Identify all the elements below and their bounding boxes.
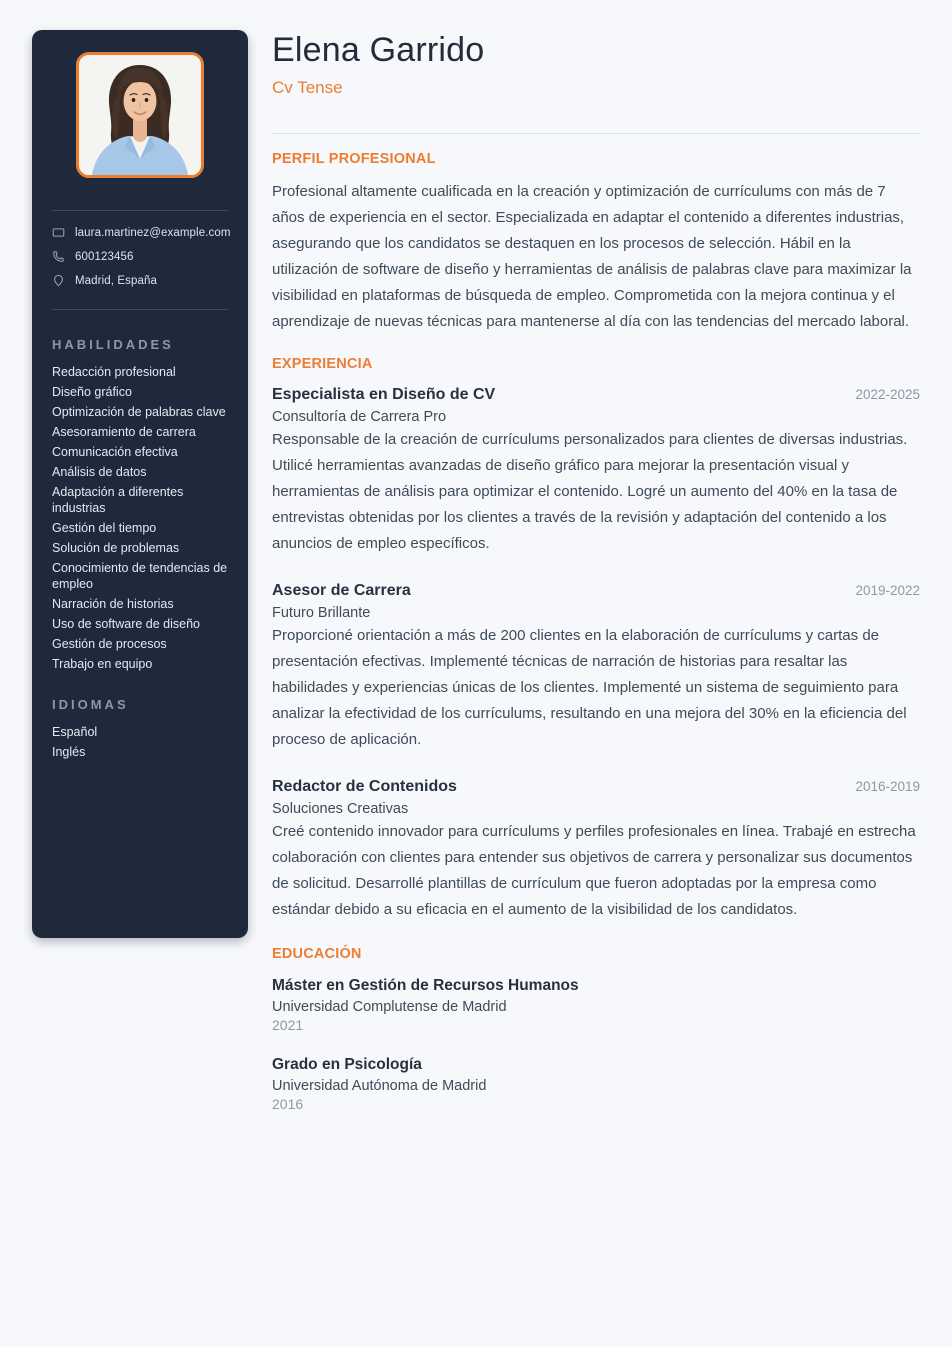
education-section-header: EDUCACIÓN — [272, 946, 362, 962]
job-company: Futuro Brillante — [272, 605, 371, 621]
education-year: 2016 — [272, 1096, 304, 1112]
skill-item: Gestión del tiempo — [52, 521, 157, 535]
person-role: Cv Tense — [272, 78, 343, 97]
job-description: Responsable de la creación de currículums personalizados para clientes de diversas industrias. Utilicé herramientas avanzadas de diseño gráfico para mejorar la presentación visual y herramientas de análisis para optimizar el contenido. Logré un aumento del 40% en la tasa de entrevistas obtenidas por los clientes a través de la revisión y adaptación del contenido a los anuncios de empleo específicos. — [272, 431, 908, 552]
skill-item: Solución de problemas — [52, 541, 180, 555]
skill-item: Uso de software de diseño — [52, 617, 201, 631]
contact-location-text: Madrid, España — [75, 274, 157, 287]
education-degree: Máster en Gestión de Recursos Humanos — [272, 977, 579, 994]
languages-list — [52, 724, 228, 760]
education-year: 2021 — [272, 1017, 304, 1033]
contact-section — [52, 226, 231, 287]
skill-item: Comunicación efectiva — [52, 445, 178, 459]
job-header-row — [272, 582, 920, 600]
skill-item: Análisis de datos — [52, 465, 147, 479]
profile-text: Profesional altamente cualificada en la creación y optimización de currículums con más de 7 años de experiencia en el sector. Especializada en adaptar el contenido a diferentes industrias, asegurando que los candidatos se destaquen en los procesos de selección. Hábil en la utilización de software de diseño y herramientas de análisis de palabras clave para maximizar la visibilidad en plataformas de búsqueda de empleo. Comprometida con la mejora continua y el aprendizaje de nuevas técnicas para mantenerse al día con las tendencias del mercado laboral. — [272, 183, 912, 330]
job-company: Consultoría de Carrera Pro — [272, 409, 447, 425]
education-entry — [272, 977, 920, 1033]
skill-item: Trabajo en equipo — [52, 657, 153, 671]
languages-header: IDIOMAS — [52, 697, 129, 712]
skill-item: Narración de historias — [52, 597, 174, 611]
job-description: Proporcioné orientación a más de 200 clientes en la elaboración de currículums y cartas de presentación efectivas. Implementé técnicas de narración de historias para resaltar las habilidades y experiencias únicas de los clientes. Implementé un sistema de seguimiento para analizar la efectividad de los currículums, resultando en una mejora del 30% en la eficiencia del proceso de aplicación. — [272, 627, 907, 748]
education-entry — [272, 1056, 920, 1112]
experience-section — [272, 356, 920, 923]
skills-header: HABILIDADES — [52, 337, 174, 352]
profile-section-header: PERFIL PROFESIONAL — [272, 151, 436, 167]
portrait-illustration — [79, 55, 201, 175]
contact-location — [52, 274, 228, 287]
education-institution: Universidad Complutense de Madrid — [272, 999, 507, 1015]
language-item: Español — [52, 725, 98, 739]
education-section — [272, 946, 920, 1112]
job-period: 2022-2025 — [855, 387, 920, 402]
job-title: Asesor de Carrera — [272, 582, 411, 599]
skill-item: Adaptación a diferentes industrias — [52, 485, 184, 515]
job-description: Creé contenido innovador para currículums y perfiles profesionales en línea. Trabajé en estrecha colaboración con clientes para entender sus objetivos de carrera y personalizar sus documentos de solicitud. Desarrollé plantillas de currículum que fueron adoptadas por la empresa como estándar debido a su eficacia en el aumento de la visibilidad de los candidatos. — [272, 823, 916, 918]
sidebar-divider-2 — [52, 309, 228, 310]
job-entry — [272, 386, 920, 557]
resume-main — [272, 33, 920, 1112]
skill-item: Conocimiento de tendencias de empleo — [52, 561, 228, 591]
header-divider — [272, 133, 920, 134]
education-degree: Grado en Psicología — [272, 1056, 422, 1073]
job-period: 2016-2019 — [855, 779, 920, 794]
skill-item: Redacción profesional — [52, 365, 176, 379]
sidebar-divider — [52, 210, 228, 211]
email-icon — [52, 226, 65, 239]
job-company: Soluciones Creativas — [272, 801, 409, 817]
skill-item: Asesoramiento de carrera — [52, 425, 196, 439]
job-list — [272, 386, 920, 923]
contact-phone — [52, 250, 228, 263]
job-entry — [272, 582, 920, 753]
job-title: Especialista en Diseño de CV — [272, 386, 496, 403]
job-entry — [272, 778, 920, 923]
language-item: Inglés — [52, 745, 86, 759]
contact-phone-text: 600123456 — [75, 250, 134, 263]
skill-item: Optimización de palabras clave — [52, 405, 226, 419]
skill-item: Diseño gráfico — [52, 385, 132, 399]
skill-item: Gestión de procesos — [52, 637, 167, 651]
experience-section-header: EXPERIENCIA — [272, 356, 373, 372]
contact-email-text: laura.martinez@example.com — [75, 226, 231, 239]
job-header-row — [272, 386, 920, 404]
job-period: 2019-2022 — [855, 583, 920, 598]
education-institution: Universidad Autónoma de Madrid — [272, 1078, 487, 1094]
profile-photo — [76, 52, 204, 178]
skills-list — [52, 364, 228, 672]
job-title: Redactor de Contenidos — [272, 778, 457, 795]
profile-section — [272, 151, 920, 335]
education-list — [272, 977, 920, 1112]
sidebar — [32, 30, 248, 938]
contact-email — [52, 226, 231, 239]
location-pin-icon — [52, 274, 65, 287]
page-title: Elena Garrido — [272, 31, 485, 69]
phone-icon — [52, 250, 65, 263]
job-header-row — [272, 778, 920, 796]
